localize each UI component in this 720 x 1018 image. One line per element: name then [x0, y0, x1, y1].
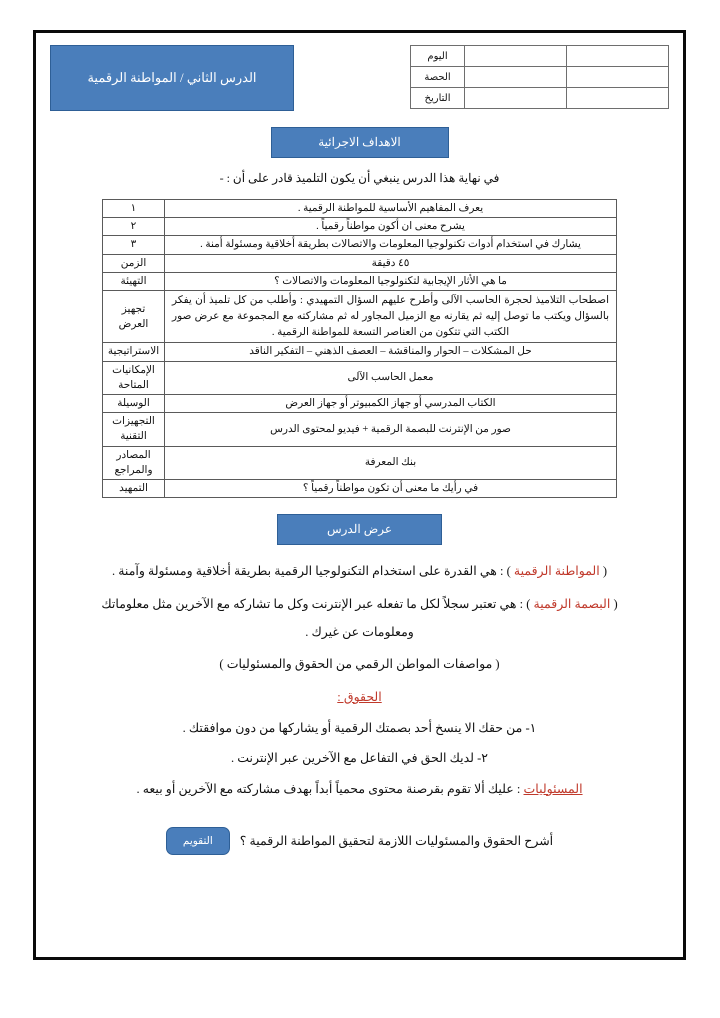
table-row [103, 480, 617, 498]
objective-number-1: ١ [103, 200, 165, 218]
objective-text-3: يشارك في استخدام أدوات تكنولوجيا المعلومات والاتصالات بطريقة أخلاقية ومسئولة أمنة . [165, 236, 617, 254]
term-digital-citizenship: المواطنة الرقمية [513, 564, 600, 579]
evaluation-row [36, 827, 683, 855]
responsibilities-label: المسئوليات [523, 781, 583, 796]
table-row [411, 88, 669, 109]
rights-heading [54, 685, 665, 709]
table-row [103, 254, 617, 272]
list-item: ١- من حقك الا ينسخ أحد بصمتك الرقمية أو يشاركها من دون موافقتك . [182, 721, 537, 736]
meta-label-date: التاريخ [411, 88, 465, 109]
table-row [103, 218, 617, 236]
specs-heading: ( مواصفات المواطن الرقمي من الحقوق والمسئوليات ) [219, 657, 500, 672]
responsibilities-text: : عليك ألا تقوم بقرصنة محتوى محمياً أبداً بهدف مشاركته مع الآخرين أو بيعه . [136, 781, 524, 796]
objectives-banner-wrap [36, 127, 683, 158]
page-content [36, 33, 683, 957]
paren-open: ( [610, 596, 618, 611]
plan-key-resources: الإمكانيات المتاحة [103, 361, 165, 394]
meta-value-date-extra[interactable] [465, 88, 567, 109]
plan-value-warmup: ما هي الأثار الإيجابية لتكنولوجيا المعلومات والاتصالات ؟ [165, 272, 617, 290]
meta-table [410, 45, 669, 109]
plan-value-tech: صور من الإنترنت للبصمة الرقمية + فيديو لمحتوى الدرس [165, 413, 617, 446]
list-item: ٢- لديك الحق في التفاعل مع الآخرين عبر الإنترنت . [231, 750, 488, 765]
plan-value-resources: معمل الحاسب الآلى [165, 361, 617, 394]
definition-text: هي القدرة على استخدام التكنولوجيا الرقمية بطريقة أخلاقية ومسئولة وآمنة . [111, 564, 497, 579]
plan-key-tech: التجهيزات التقنية [103, 413, 165, 446]
lesson-banner-wrap [36, 514, 683, 545]
plan-key-medium: الوسيلة [103, 395, 165, 413]
lesson-body [36, 559, 683, 801]
paren-open: ( [599, 564, 608, 579]
term-digital-footprint: البصمة الرقمية [533, 596, 611, 611]
plan-key-intro: التمهيد [103, 480, 165, 498]
plan-value-medium: الكتاب المدرسي أو جهاز الكمبيوتر أو جهاز العرض [165, 395, 617, 413]
meta-value-period[interactable] [567, 67, 669, 88]
definition-digital-citizenship [54, 559, 665, 583]
table-row [103, 291, 617, 343]
page-frame [33, 30, 686, 960]
plan-value-intro: في رأيك ما معنى أن تكون مواطناً رقمياً ؟ [165, 480, 617, 498]
paren-close: ) : [496, 564, 514, 579]
plan-key-time: الزمن [103, 254, 165, 272]
lesson-title-banner [50, 45, 294, 111]
table-row [103, 200, 617, 218]
table-row [103, 343, 617, 361]
evaluation-question: أشرح الحقوق والمسئوليات اللازمة لتحقيق المواطنة الرقمية ؟ [239, 834, 554, 849]
page-title: الدرس الثاني / المواطنة الرقمية [87, 70, 257, 85]
lesson-plan-table [102, 199, 617, 498]
table-row [103, 446, 617, 479]
meta-value-day-extra[interactable] [465, 46, 567, 67]
plan-value-references: بنك المعرفة [165, 446, 617, 479]
paren-close: ) : [516, 596, 534, 611]
lesson-banner: عرض الدرس [277, 514, 442, 545]
definition-continuation: ومعلومات عن غيرك . [305, 625, 414, 640]
plan-key-references: المصادر والمراجع [103, 446, 165, 479]
plan-key-strategy: الاستراتيجية [103, 343, 165, 361]
meta-label-day: اليوم [411, 46, 465, 67]
header-row [36, 33, 683, 111]
objective-number-2: ٢ [103, 218, 165, 236]
evaluation-button[interactable]: التقويم [166, 827, 230, 855]
table-row [411, 46, 669, 67]
plan-value-time: ٤٥ دقيقة [165, 254, 617, 272]
meta-value-day[interactable] [567, 46, 669, 67]
definition-text: هي تعتبر سجلاً لكل ما تفعله عبر الإنترنت وكل ما تشاركه مع الآخرين مثل معلوماتك [101, 596, 517, 611]
definition-digital-footprint [54, 592, 665, 616]
meta-label-period: الحصة [411, 67, 465, 88]
table-row [103, 395, 617, 413]
meta-value-date[interactable] [567, 88, 669, 109]
plan-key-warmup: التهيئة [103, 272, 165, 290]
objectives-intro: في نهاية هذا الدرس ينبغي أن يكون التلميذ قادر على أن : - [219, 171, 500, 185]
table-row [103, 236, 617, 254]
table-row [103, 272, 617, 290]
meta-value-period-extra[interactable] [465, 67, 567, 88]
table-row [103, 413, 617, 446]
plan-key-presentation: تجهيز العرض [103, 291, 165, 343]
objective-text-2: يشرح معنى ان أكون مواطناً رقمياً . [165, 218, 617, 236]
responsibilities-line [54, 777, 665, 801]
objective-number-3: ٣ [103, 236, 165, 254]
objective-text-1: يعرف المفاهيم الأساسية للمواطنة الرقمية . [165, 200, 617, 218]
table-row [411, 67, 669, 88]
plan-value-presentation: اصطحاب التلاميذ لحجرة الحاسب الآلى وأطرح عليهم السؤال التمهيدي : وأطلب من كل تلميذ أن يفكر بالسؤال ويكتب ما توصل إليه ثم يقارنه مع الزميل المجاور له ثم مشاركته مع المجموعة مع عرض صور الكتب التي تتكون من العناصر التسعة للمواطنة الرقمية . [165, 291, 617, 343]
plan-value-strategy: حل المشكلات – الحوار والمناقشة – العصف الذهني – التفكير الناقد [165, 343, 617, 361]
table-row [103, 361, 617, 394]
rights-heading-text: الحقوق : [337, 689, 382, 704]
objectives-banner: الاهداف الاجرائية [271, 127, 449, 158]
